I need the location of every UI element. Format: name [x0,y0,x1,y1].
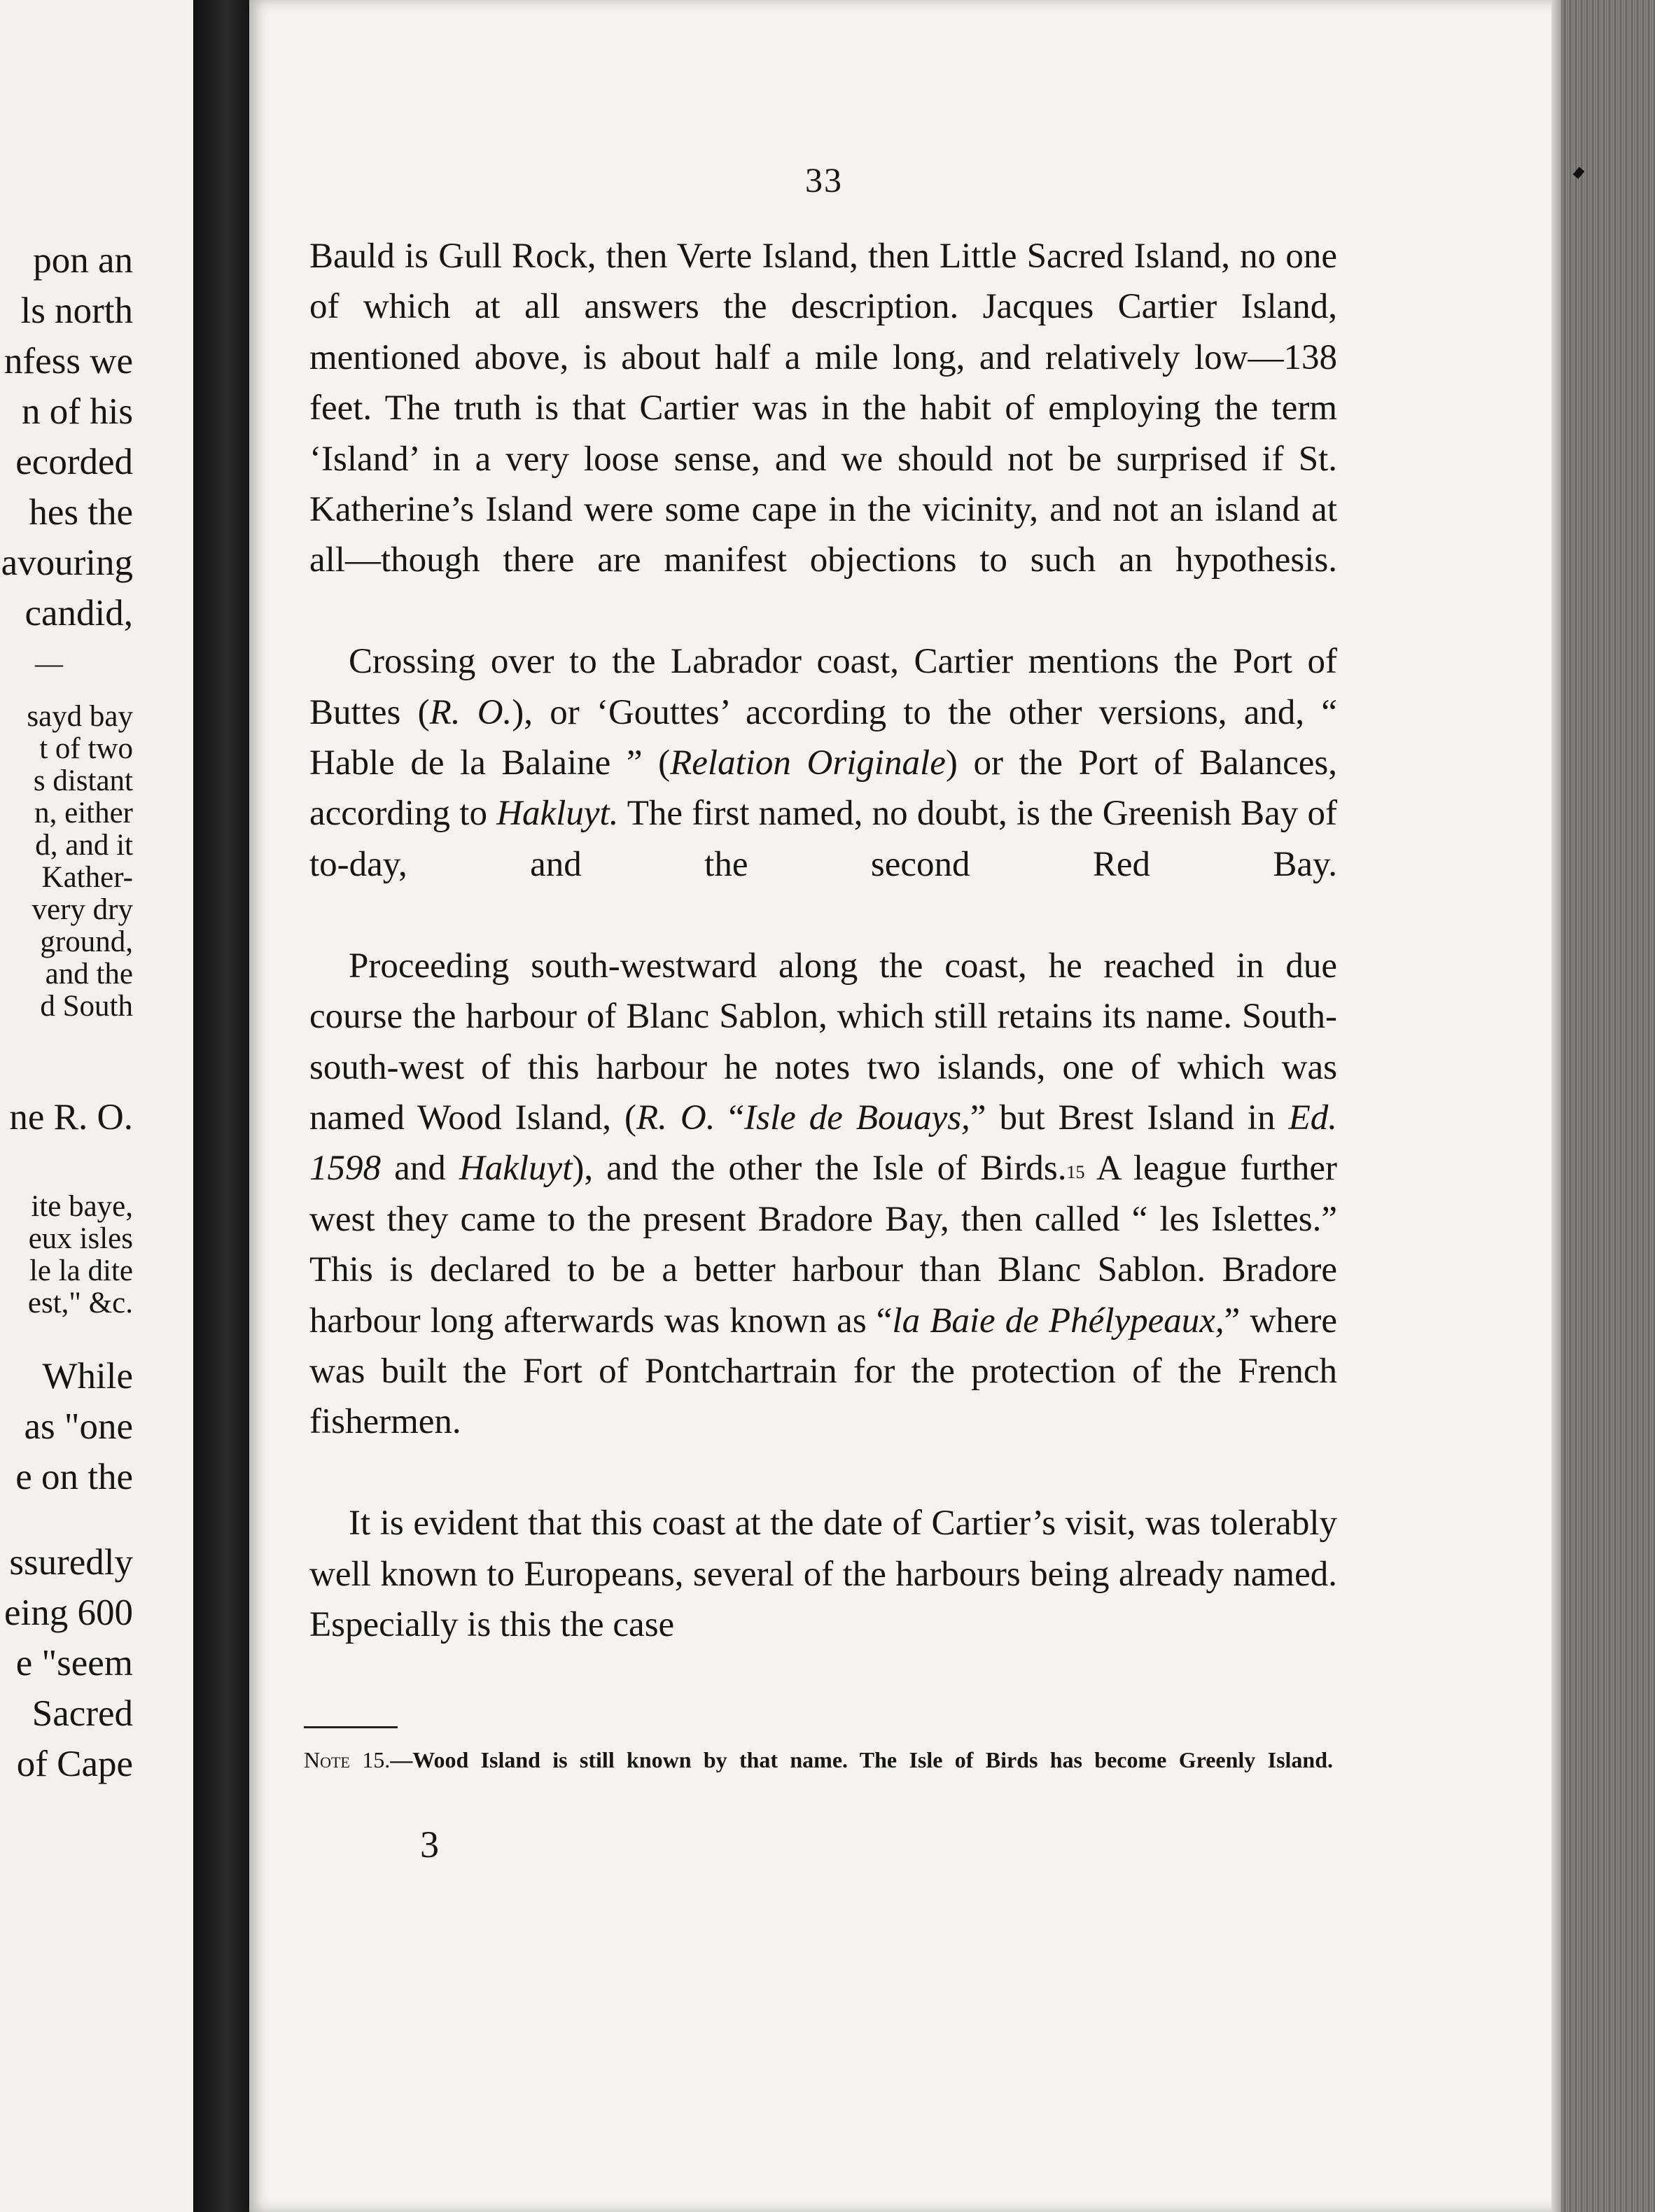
left-page-line: Kather- [41,861,133,894]
text-run: Proceeding south-westward along the coast, he reached in due course the harbour of Blanc Sablon, which still retains its name. South-south-west of this harbour he notes two islands, one of which was named Wood Island, ( [309,946,1337,1138]
left-page-line: ground, [40,925,133,958]
left-page-line: nfess we [4,341,133,382]
italic-text: R. O. [636,1098,715,1138]
paragraph [309,636,1337,940]
text-run: ), or ‘Gouttes’ according to the other versions, and, “ Hable de la Balaine ” ( [309,692,1337,783]
left-page-line: d, and it [35,829,133,862]
left-page-line: — [35,648,63,679]
left-page-line: ecorded [15,442,133,482]
left-page-line: candid, [25,593,133,634]
book-gutter-shadow [193,0,249,2212]
left-page-line: as "one [24,1406,133,1447]
text-run: and [381,1149,459,1189]
text-run: Crossing over to the Labrador coast, Cartier mentions the Port of Buttes ( [309,642,1337,732]
italic-text: Isle de Bouays, [744,1098,970,1138]
italic-text: Hakluyt [459,1149,573,1189]
left-page-line: hes the [29,492,133,533]
text-run: ), and the other the Isle of Birds. [572,1149,1067,1189]
left-page-line: ssuredly [9,1542,133,1583]
left-page-line: very dry [32,893,133,926]
paragraph [309,1498,1337,1650]
left-page-fragment [0,0,200,2212]
left-page-line: n of his [22,391,133,432]
left-page-line: s distant [33,764,133,797]
italic-text: Ed. 1598 [309,1098,1337,1189]
text-run: ) or the Port of Balances, according to [309,743,1337,834]
footnote-label: Note 15. [304,1747,391,1772]
left-page-line: e on the [15,1457,133,1497]
left-page-line: ls north [20,290,133,331]
signature-mark: 3 [420,1823,439,1865]
footnote-reference: 15 [1066,1162,1085,1183]
left-page-line: sayd bay [27,700,133,733]
left-page-line: While [42,1356,133,1396]
text-run: The first named, no doubt, is the Greenish Bay of to-day, and the second Red Bay. [309,794,1337,884]
left-page-line: est," &c. [27,1287,133,1320]
body-text [309,231,1337,1650]
left-page-line: ne R. O. [9,1097,133,1138]
paragraph [309,231,1337,636]
left-page-line: and the [45,958,133,990]
left-page-line: eux isles [28,1222,133,1255]
left-page-line: avouring [1,542,133,583]
footnote-text: —Wood Island is still known by that name. The Isle of Birds has become Greenly Island. [390,1747,1334,1772]
left-page-line: le la dite [29,1254,133,1287]
paragraph [309,941,1337,1498]
left-page-line: t of two [39,732,133,765]
text-run: “ [715,1098,745,1138]
left-page-line: pon an [33,240,133,281]
text-run: ” where was built the Fort of Pontchartrain for the protection of the French fishermen. [309,1301,1337,1442]
left-page-line: e "seem [15,1643,133,1684]
left-page-line: d South [40,990,133,1023]
italic-text: Relation Originale [670,743,946,783]
text-run: It is evident that this coast at the date of Cartier’s visit, was tolerably well known to Europeans, several of the harbours being already named. Especially is this the case [309,1504,1337,1644]
text-run: A league further west they came to the present Bradore Bay, then called “ les Islettes.” This is declared to be a better harbour than Blanc Sablon. Bradore harbour long afterwards was known as “ [309,1149,1337,1340]
page-number: 33 [805,160,843,200]
italic-text: la Baie de Phélypeaux, [892,1301,1224,1340]
footnote-divider [304,1726,398,1728]
left-page-line: ite baye, [31,1190,133,1223]
left-page-line: n, either [34,797,133,830]
left-page-line: of Cape [16,1744,133,1784]
left-page-line: eing 600 [4,1592,133,1633]
left-page-line: Sacred [32,1693,133,1734]
text-run: Bauld is Gull Rock, then Verte Island, then Little Sacred Island, no one of which at all answers the description. Jacques Cartier Island, mentioned above, is about half a mile long, and relatively low—138 feet. The truth is that Cartier was in the habit of employing the term ‘Island’ in a very loose sense, and we should not be surprised if St. Katherine’s Island were some cape in the vicinity, and not an island at all—though there are manifest objections to such an hypothesis. [309,237,1337,580]
book-page-edges [1561,0,1655,2212]
text-run: ” but Brest Island in [970,1098,1289,1138]
italic-text: R. O. [429,692,512,732]
footnote [304,1746,1333,1802]
italic-text: Hakluyt. [496,794,619,834]
